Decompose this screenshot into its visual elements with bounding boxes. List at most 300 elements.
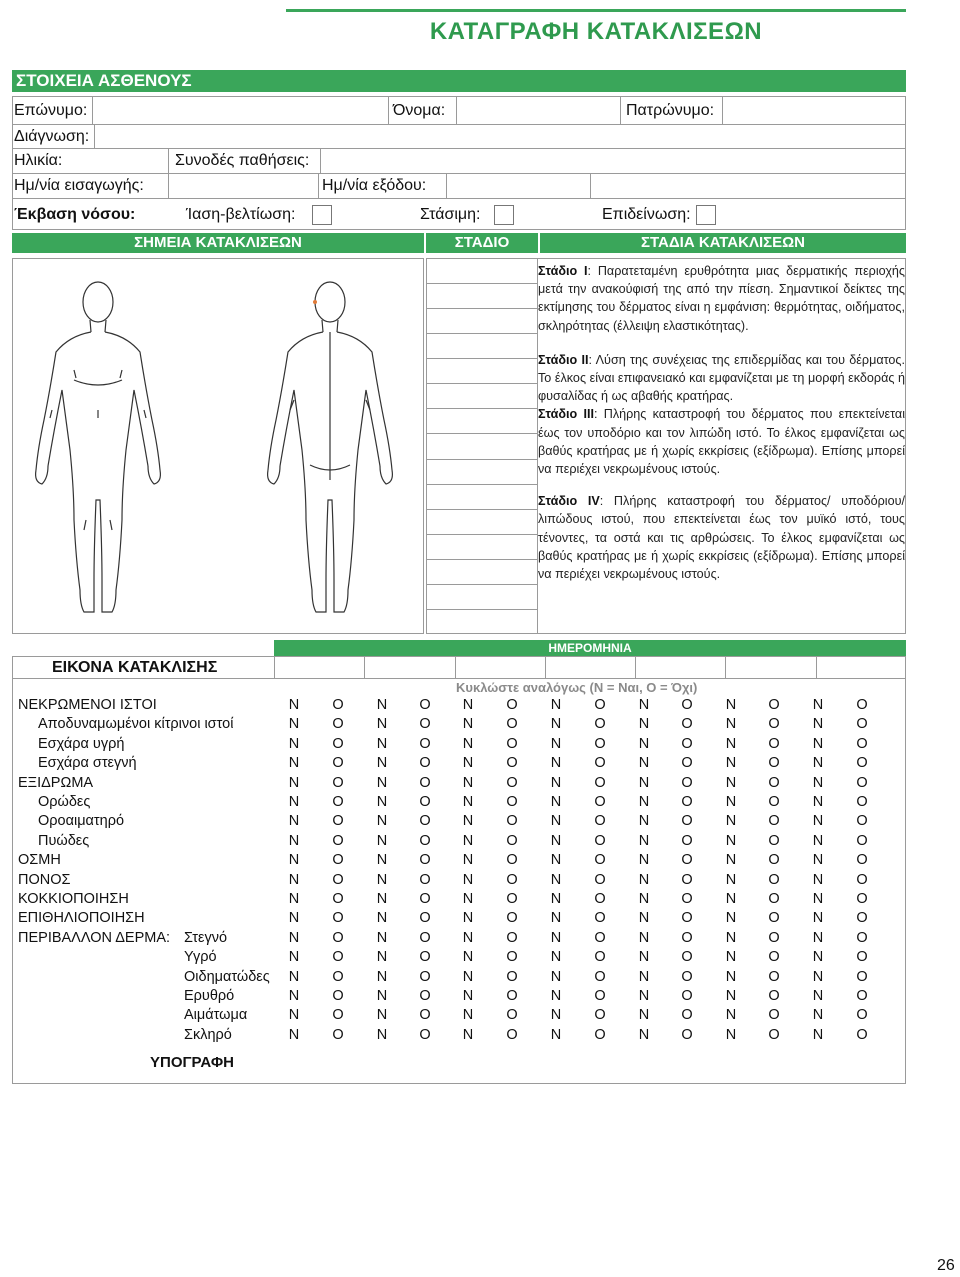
no-option[interactable]: Ο <box>681 871 693 888</box>
image-title: ΕΙΚΟΝΑ ΚΑΤΑΚΛΙΣΗΣ <box>52 659 218 676</box>
date-cell-divider <box>545 656 546 678</box>
yes-option[interactable]: Ν <box>550 755 562 772</box>
comorbidities-label: Συνοδές παθήσεις: <box>175 152 310 169</box>
no-option[interactable]: Ο <box>594 813 606 830</box>
yes-option[interactable]: Ν <box>812 949 824 966</box>
yes-option[interactable]: Ν <box>288 813 300 830</box>
yes-option[interactable]: Ν <box>812 716 824 733</box>
no-option[interactable]: Ο <box>768 697 780 713</box>
table-row <box>12 735 906 754</box>
yes-option[interactable]: Ν <box>725 813 737 830</box>
yes-option[interactable]: Ν <box>376 1026 388 1043</box>
yes-option[interactable]: Ν <box>638 968 650 985</box>
yes-option[interactable]: Ν <box>638 1007 650 1024</box>
yes-option[interactable]: Ν <box>550 1007 562 1024</box>
yes-option[interactable]: Ν <box>812 929 824 946</box>
no-option[interactable]: Ο <box>332 929 344 946</box>
yes-option[interactable]: Ν <box>288 891 300 907</box>
no-option[interactable]: Ο <box>506 697 518 713</box>
no-option[interactable]: Ο <box>419 697 431 713</box>
yes-option[interactable]: Ν <box>376 910 388 927</box>
yes-option[interactable]: Ν <box>725 929 737 946</box>
yes-option[interactable]: Ν <box>812 774 824 791</box>
no-option[interactable]: Ο <box>594 852 606 869</box>
date-cell-divider <box>455 656 456 678</box>
yes-option[interactable]: Ν <box>288 716 300 733</box>
no-option[interactable]: Ο <box>419 1007 431 1024</box>
no-option[interactable]: Ο <box>594 832 606 849</box>
no-option[interactable]: Ο <box>681 852 693 869</box>
no-option[interactable]: Ο <box>594 697 606 713</box>
yes-option[interactable]: Ν <box>638 697 650 713</box>
no-option[interactable]: Ο <box>419 735 431 752</box>
no-option[interactable]: Ο <box>332 968 344 985</box>
yes-option[interactable]: Ν <box>812 755 824 772</box>
admission-date-label: Ημ/νία εισαγωγής: <box>14 177 144 194</box>
age-label: Ηλικία: <box>14 152 63 169</box>
yes-option[interactable]: Ν <box>812 735 824 752</box>
yes-option[interactable]: Ν <box>638 774 650 791</box>
table-row <box>12 832 906 851</box>
date-cell-divider <box>725 656 726 678</box>
no-option[interactable]: Ο <box>332 794 344 810</box>
yes-option[interactable]: Ν <box>812 871 824 888</box>
no-option[interactable]: Ο <box>506 735 518 752</box>
yes-option[interactable]: Ν <box>812 988 824 1004</box>
outcome-improve-label: Ίαση-βελτίωση: <box>186 206 296 223</box>
yes-option[interactable]: Ν <box>638 735 650 752</box>
no-option[interactable]: Ο <box>332 813 344 830</box>
no-option[interactable]: Ο <box>768 949 780 966</box>
row-label: Αιμάτωμα <box>184 1007 248 1024</box>
yes-option[interactable]: Ν <box>462 697 474 713</box>
yes-option[interactable]: Ν <box>638 891 650 907</box>
yes-option[interactable]: Ν <box>462 949 474 966</box>
table-row <box>12 929 906 948</box>
no-option[interactable]: Ο <box>681 968 693 985</box>
yes-option[interactable]: Ν <box>376 832 388 849</box>
no-option[interactable]: Ο <box>768 910 780 927</box>
no-option[interactable]: Ο <box>594 774 606 791</box>
yes-option[interactable]: Ν <box>638 929 650 946</box>
no-option[interactable]: Ο <box>856 755 868 772</box>
yes-option[interactable]: Ν <box>725 910 737 927</box>
no-option[interactable]: Ο <box>419 910 431 927</box>
no-option[interactable]: Ο <box>332 755 344 772</box>
no-option[interactable]: Ο <box>681 813 693 830</box>
yes-option[interactable]: Ν <box>376 716 388 733</box>
no-option[interactable]: Ο <box>681 735 693 752</box>
yes-option[interactable]: Ν <box>376 813 388 830</box>
yes-option[interactable]: Ν <box>462 910 474 927</box>
yes-option[interactable]: Ν <box>550 794 562 810</box>
no-option[interactable]: Ο <box>768 891 780 907</box>
yes-option[interactable]: Ν <box>725 1026 737 1043</box>
stage-grid-line <box>426 358 538 359</box>
no-option[interactable]: Ο <box>332 871 344 888</box>
no-option[interactable]: Ο <box>419 716 431 733</box>
no-option[interactable]: Ο <box>681 988 693 1004</box>
yes-option[interactable]: Ν <box>462 774 474 791</box>
row-label: Ορώδες <box>38 794 91 810</box>
no-option[interactable]: Ο <box>681 1026 693 1043</box>
no-option[interactable]: Ο <box>594 794 606 810</box>
table-row <box>12 871 906 890</box>
yes-option[interactable]: Ν <box>462 1007 474 1024</box>
no-option[interactable]: Ο <box>594 755 606 772</box>
yes-option[interactable]: Ν <box>376 735 388 752</box>
yes-option[interactable]: Ν <box>288 871 300 888</box>
no-option[interactable]: Ο <box>768 1007 780 1024</box>
no-option[interactable]: Ο <box>506 968 518 985</box>
yes-option[interactable]: Ν <box>550 697 562 713</box>
no-option[interactable]: Ο <box>856 716 868 733</box>
yes-option[interactable]: Ν <box>725 1007 737 1024</box>
outcome-worse-checkbox[interactable] <box>696 205 716 225</box>
row-label: Ερυθρό <box>184 988 235 1004</box>
yes-option[interactable]: Ν <box>288 774 300 791</box>
yes-option[interactable]: Ν <box>550 735 562 752</box>
no-option[interactable]: Ο <box>332 697 344 713</box>
no-option[interactable]: Ο <box>768 774 780 791</box>
no-option[interactable]: Ο <box>768 852 780 869</box>
yes-option[interactable]: Ν <box>288 949 300 966</box>
yes-option[interactable]: Ν <box>812 852 824 869</box>
no-option[interactable]: Ο <box>856 852 868 869</box>
no-option[interactable]: Ο <box>856 735 868 752</box>
table-row <box>12 793 906 812</box>
no-option[interactable]: Ο <box>594 949 606 966</box>
no-option[interactable]: Ο <box>856 910 868 927</box>
no-option[interactable]: Ο <box>856 871 868 888</box>
no-option[interactable]: Ο <box>681 832 693 849</box>
no-option[interactable]: Ο <box>332 988 344 1004</box>
yes-option[interactable]: Ν <box>638 813 650 830</box>
yes-option[interactable]: Ν <box>462 1026 474 1043</box>
yes-option[interactable]: Ν <box>376 988 388 1004</box>
yes-option[interactable]: Ν <box>462 852 474 869</box>
yes-option[interactable]: Ν <box>725 949 737 966</box>
no-option[interactable]: Ο <box>594 735 606 752</box>
no-option[interactable]: Ο <box>856 929 868 946</box>
no-option[interactable]: Ο <box>681 774 693 791</box>
yes-option[interactable]: Ν <box>288 929 300 946</box>
no-option[interactable]: Ο <box>332 891 344 907</box>
no-option[interactable]: Ο <box>594 891 606 907</box>
no-option[interactable]: Ο <box>681 697 693 713</box>
table-row <box>12 812 906 831</box>
no-option[interactable]: Ο <box>332 852 344 869</box>
yes-option[interactable]: Ν <box>725 871 737 888</box>
no-option[interactable]: Ο <box>419 852 431 869</box>
no-option[interactable]: Ο <box>856 697 868 713</box>
yes-option[interactable]: Ν <box>725 794 737 810</box>
patient-section-title: ΣΤΟΙΧΕΙΑ ΑΣΘΕΝΟΥΣ <box>16 71 192 90</box>
yes-option[interactable]: Ν <box>638 832 650 849</box>
no-option[interactable]: Ο <box>856 988 868 1004</box>
yes-option[interactable]: Ν <box>550 852 562 869</box>
stage-grid-line <box>426 459 538 460</box>
table-row <box>12 948 906 967</box>
yes-option[interactable]: Ν <box>462 832 474 849</box>
yes-option[interactable]: Ν <box>725 774 737 791</box>
no-option[interactable]: Ο <box>506 755 518 772</box>
yes-option[interactable]: Ν <box>462 968 474 985</box>
no-option[interactable]: Ο <box>681 716 693 733</box>
yes-option[interactable]: Ν <box>638 949 650 966</box>
yes-option[interactable]: Ν <box>376 852 388 869</box>
yes-option[interactable]: Ν <box>288 697 300 713</box>
no-option[interactable]: Ο <box>856 794 868 810</box>
no-option[interactable]: Ο <box>681 949 693 966</box>
yes-option[interactable]: Ν <box>288 1007 300 1024</box>
outcome-improve-checkbox[interactable] <box>312 205 332 225</box>
no-option[interactable]: Ο <box>332 949 344 966</box>
no-option[interactable]: Ο <box>419 871 431 888</box>
patient-section-header <box>12 70 906 92</box>
top-rule <box>286 9 906 12</box>
no-option[interactable]: Ο <box>681 929 693 946</box>
no-option[interactable]: Ο <box>506 949 518 966</box>
no-option[interactable]: Ο <box>419 929 431 946</box>
yes-option[interactable]: Ν <box>376 968 388 985</box>
row-label: ΟΣΜΗ <box>18 852 61 869</box>
no-option[interactable]: Ο <box>856 1007 868 1024</box>
yes-option[interactable]: Ν <box>288 1026 300 1043</box>
no-option[interactable]: Ο <box>594 871 606 888</box>
no-option[interactable]: Ο <box>332 832 344 849</box>
yes-option[interactable]: Ν <box>812 697 824 713</box>
row-label: Εσχάρα υγρή <box>38 735 125 752</box>
no-option[interactable]: Ο <box>681 1007 693 1024</box>
yes-option[interactable]: Ν <box>812 1026 824 1043</box>
no-option[interactable]: Ο <box>768 716 780 733</box>
yes-option[interactable]: Ν <box>550 910 562 927</box>
yes-option[interactable]: Ν <box>376 929 388 946</box>
yes-option[interactable]: Ν <box>462 755 474 772</box>
no-option[interactable]: Ο <box>856 1026 868 1043</box>
table-row <box>12 774 906 793</box>
no-option[interactable]: Ο <box>506 891 518 907</box>
yes-option[interactable]: Ν <box>376 1007 388 1024</box>
no-option[interactable]: Ο <box>506 774 518 791</box>
no-option[interactable]: Ο <box>419 968 431 985</box>
yes-option[interactable]: Ν <box>812 891 824 907</box>
row-label: Οροαιματηρό <box>38 813 125 830</box>
yes-option[interactable]: Ν <box>550 871 562 888</box>
no-option[interactable]: Ο <box>856 832 868 849</box>
no-option[interactable]: Ο <box>681 891 693 907</box>
yes-option[interactable]: Ν <box>812 1007 824 1024</box>
no-option[interactable]: Ο <box>856 891 868 907</box>
yes-option[interactable]: Ν <box>725 832 737 849</box>
yes-option[interactable]: Ν <box>462 735 474 752</box>
yes-option[interactable]: Ν <box>550 832 562 849</box>
no-option[interactable]: Ο <box>419 813 431 830</box>
yes-option[interactable]: Ν <box>550 716 562 733</box>
no-option[interactable]: Ο <box>856 813 868 830</box>
no-option[interactable]: Ο <box>419 832 431 849</box>
yes-option[interactable]: Ν <box>376 697 388 713</box>
yes-option[interactable]: Ν <box>288 852 300 869</box>
yes-option[interactable]: Ν <box>725 968 737 985</box>
yes-option[interactable]: Ν <box>462 716 474 733</box>
no-option[interactable]: Ο <box>768 1026 780 1043</box>
table-row <box>12 715 906 734</box>
no-option[interactable]: Ο <box>506 813 518 830</box>
no-option[interactable]: Ο <box>768 988 780 1004</box>
no-option[interactable]: Ο <box>768 871 780 888</box>
yes-option[interactable]: Ν <box>812 910 824 927</box>
no-option[interactable]: Ο <box>594 910 606 927</box>
yes-option[interactable]: Ν <box>288 794 300 810</box>
yes-option[interactable]: Ν <box>462 891 474 907</box>
no-option[interactable]: Ο <box>332 716 344 733</box>
no-option[interactable]: Ο <box>419 1026 431 1043</box>
stage-column <box>426 258 538 634</box>
no-option[interactable]: Ο <box>768 832 780 849</box>
no-option[interactable]: Ο <box>332 774 344 791</box>
yes-option[interactable]: Ν <box>288 988 300 1004</box>
yes-option[interactable]: Ν <box>812 794 824 810</box>
yes-option[interactable]: Ν <box>638 794 650 810</box>
yes-option[interactable]: Ν <box>812 832 824 849</box>
no-option[interactable]: Ο <box>506 832 518 849</box>
stage-descriptions <box>538 262 905 597</box>
no-option[interactable]: Ο <box>419 949 431 966</box>
no-option[interactable]: Ο <box>332 1026 344 1043</box>
yes-option[interactable]: Ν <box>376 794 388 810</box>
table-row <box>12 987 906 1006</box>
no-option[interactable]: Ο <box>332 910 344 927</box>
yes-option[interactable]: Ν <box>550 988 562 1004</box>
no-option[interactable]: Ο <box>594 1007 606 1024</box>
no-option[interactable]: Ο <box>594 968 606 985</box>
yes-option[interactable]: Ν <box>725 735 737 752</box>
no-option[interactable]: Ο <box>419 891 431 907</box>
row-label: ΕΠΙΘΗΛΙΟΠΟΙΗΣΗ <box>18 910 145 927</box>
no-option[interactable]: Ο <box>506 910 518 927</box>
yes-option[interactable]: Ν <box>288 910 300 927</box>
row-label: Υγρό <box>184 949 217 966</box>
yes-option[interactable]: Ν <box>725 988 737 1004</box>
yes-option[interactable]: Ν <box>725 697 737 713</box>
table-row <box>12 890 906 909</box>
yes-option[interactable]: Ν <box>638 871 650 888</box>
no-option[interactable]: Ο <box>506 929 518 946</box>
no-option[interactable]: Ο <box>681 794 693 810</box>
no-option[interactable]: Ο <box>768 968 780 985</box>
row-prefix-label: ΠΕΡΙΒΑΛΛΟΝ ΔΕΡΜΑ: <box>18 929 171 946</box>
yes-option[interactable]: Ν <box>462 929 474 946</box>
yes-option[interactable]: Ν <box>376 755 388 772</box>
yes-option[interactable]: Ν <box>638 1026 650 1043</box>
no-option[interactable]: Ο <box>768 755 780 772</box>
no-option[interactable]: Ο <box>594 1026 606 1043</box>
back-figure <box>268 282 393 612</box>
yes-option[interactable]: Ν <box>288 832 300 849</box>
yes-option[interactable]: Ν <box>725 716 737 733</box>
yes-option[interactable]: Ν <box>638 910 650 927</box>
no-option[interactable]: Ο <box>506 871 518 888</box>
outcome-stable-checkbox[interactable] <box>494 205 514 225</box>
yes-option[interactable]: Ν <box>638 852 650 869</box>
discharge-date-label: Ημ/νία εξόδου: <box>322 177 427 194</box>
instruction-text: Κυκλώστε αναλόγως (Ν = Ναι, Ο = Όχι) <box>456 680 698 695</box>
yes-option[interactable]: Ν <box>725 755 737 772</box>
name-label: Όνομα: <box>393 102 446 119</box>
yes-option[interactable]: Ν <box>462 871 474 888</box>
no-option[interactable]: Ο <box>856 774 868 791</box>
yes-option[interactable]: Ν <box>550 774 562 791</box>
no-option[interactable]: Ο <box>768 735 780 752</box>
no-option[interactable]: Ο <box>419 988 431 1004</box>
no-option[interactable]: Ο <box>506 852 518 869</box>
no-option[interactable]: Ο <box>768 794 780 810</box>
yes-option[interactable]: Ν <box>376 891 388 907</box>
yes-option[interactable]: Ν <box>288 755 300 772</box>
front-figure <box>36 282 161 612</box>
no-option[interactable]: Ο <box>681 755 693 772</box>
yes-option[interactable]: Ν <box>288 735 300 752</box>
yes-option[interactable]: Ν <box>376 949 388 966</box>
yes-option[interactable]: Ν <box>462 988 474 1004</box>
no-option[interactable]: Ο <box>506 1007 518 1024</box>
no-option[interactable]: Ο <box>768 813 780 830</box>
yes-option[interactable]: Ν <box>550 949 562 966</box>
no-option[interactable]: Ο <box>419 794 431 810</box>
no-option[interactable]: Ο <box>594 988 606 1004</box>
no-option[interactable]: Ο <box>681 910 693 927</box>
stage-grid-line <box>426 383 538 384</box>
no-option[interactable]: Ο <box>419 774 431 791</box>
no-option[interactable]: Ο <box>419 755 431 772</box>
no-option[interactable]: Ο <box>506 716 518 733</box>
yes-option[interactable]: Ν <box>550 968 562 985</box>
stage-1-description: Στάδιο Ι: Παρατεταμένη ερυθρότητα μιας δερματικής περιοχής μετά την ανακούφισή της από την πίεση. Σημαντικοί δείκτες της εκτίμησης του δέρματος είναι η εμφάνιση: θερμότητας, οιδήματος, σκληρότητας (έλλειψη ελαστικότητας). <box>538 264 905 333</box>
no-option[interactable]: Ο <box>506 1026 518 1043</box>
no-option[interactable]: Ο <box>506 988 518 1004</box>
yes-option[interactable]: Ν <box>376 871 388 888</box>
page-number: 26 <box>937 1257 955 1274</box>
yes-option[interactable]: Ν <box>638 988 650 1004</box>
no-option[interactable]: Ο <box>506 794 518 810</box>
yes-option[interactable]: Ν <box>725 852 737 869</box>
yes-option[interactable]: Ν <box>812 968 824 985</box>
yes-option[interactable]: Ν <box>812 813 824 830</box>
yes-option[interactable]: Ν <box>288 968 300 985</box>
yes-option[interactable]: Ν <box>550 891 562 907</box>
yes-option[interactable]: Ν <box>638 716 650 733</box>
yes-option[interactable]: Ν <box>638 755 650 772</box>
no-option[interactable]: Ο <box>332 735 344 752</box>
no-option[interactable]: Ο <box>594 716 606 733</box>
yes-option[interactable]: Ν <box>550 813 562 830</box>
stage-grid-line <box>426 484 538 485</box>
no-option[interactable]: Ο <box>332 1007 344 1024</box>
yes-option[interactable]: Ν <box>462 794 474 810</box>
no-option[interactable]: Ο <box>856 968 868 985</box>
yes-option[interactable]: Ν <box>462 813 474 830</box>
yes-option[interactable]: Ν <box>725 891 737 907</box>
yes-option[interactable]: Ν <box>550 1026 562 1043</box>
no-option[interactable]: Ο <box>768 929 780 946</box>
yes-option[interactable]: Ν <box>376 774 388 791</box>
no-option[interactable]: Ο <box>856 949 868 966</box>
table-row <box>12 1026 906 1045</box>
yes-option[interactable]: Ν <box>550 929 562 946</box>
no-option[interactable]: Ο <box>594 929 606 946</box>
